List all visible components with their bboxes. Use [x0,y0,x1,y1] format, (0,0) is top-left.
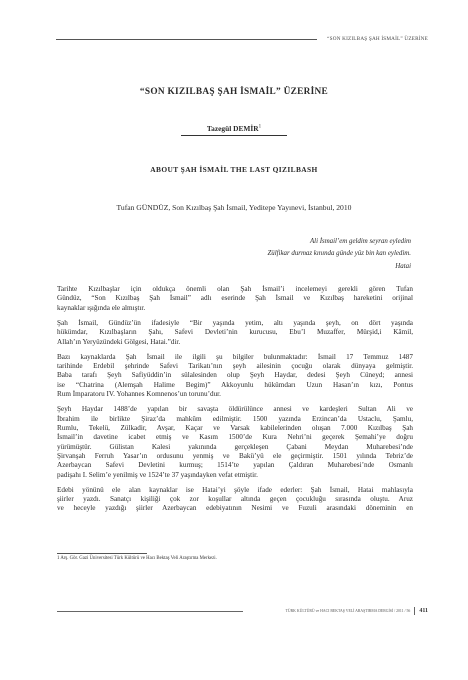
text-line: şiirler yazdı. Sanatçı kişiliği çok zor koşullar altında geçen çocukluğu sırasında oluştu. Aruz [57,495,413,504]
reviewed-book-reference: Tufan GÜNDÜZ, Son Kızılbaş Şah İsmail, Yeditepe Yayınevi, İstanbul, 2010 [116,203,352,212]
journal-name: TÜRK KÜLTÜRÜ ve HACI BEKTAŞ VELİ ARAŞTIRMA DERGİSİ / 2011 / 56 [285,609,411,613]
text-line: Gündüz, “Son Kızılbaş Şah İsmail” adlı eserinde Şah İsmail ve Kızılbaş hareketini orijinal [57,294,413,303]
text-line: Tarihte Kızılbaşlar için oldukça önemli olan Şah İsmail’i incelemeyi gerekli gören Tufan [57,285,413,293]
text-line: Allah’ın Yeryüzündeki Gölgesi, Hatai.”dir. [57,337,181,346]
text-line: Rum İmparatoru IV. Yohannes Komnenos’un torunu’dur. [57,390,221,399]
text-line: ise “Chatrina (Alemşah Halime Begim)” Akkoyunlu hükümdarı Uzun Hasan’ın kızı, Pontus [57,380,413,389]
author-name-text: Tazegül DEMİR [206,124,259,133]
header-rule [56,39,317,40]
text-line: İbrahim ile birlikte Şiraz’da mahkûm edilmiştir. 1500 yazında Erzincan’da Ustaclu, Şamlu, [57,414,413,423]
epigraph [267,236,411,273]
text-line: Baba tarafı Şeyh Safiyüddin’in sülalesinden olup Şeyh Haydar, dedesi Şeyh Cüneyd; annesi [57,371,413,380]
author-footnote-mark: 1 [258,124,262,130]
epigraph-line-1: Ali İsmail’em geldim seyran eyledim [309,238,411,245]
article-title: “SON KIZILBAŞ ŞAH İSMAİL” ÜZERİNE [139,87,329,97]
text-line: ve heceyle yazdığı şiirler Azerbaycan edebiyatının Nesimi ve Fuzuli arasındaki döneminin en [57,504,413,513]
paragraph [57,486,413,514]
author-name [181,124,287,136]
paragraph [57,285,413,313]
english-title: ABOUT ŞAH İSMAİL THE LAST QIZILBASH [150,165,318,174]
text-line: hükümdar, Kızılbaşların Şahı, Safevi Devleti’nin kurucusu, Ebu’l Muzaffer, Mürşid,i Kâmil, [57,328,413,337]
text-line: Şirvanşah Ferruh Yasar’ın ordusunu yenmiş ve Bakü’yü ele geçirmiştir. 1501 yılında Tebriz’de [57,451,413,460]
text-line: tarihinde Erdebil şehrinde Safevi Tarikatı’nın şeyh ailesinin çocuğu olarak dünyaya gelmiştir. [57,362,413,370]
footer-rule [57,611,243,612]
text-line: kaynaklar ışığında ele almıştır. [57,303,146,312]
text-line: İsmail’in davetine icabet etmiş ve Kasım 1500’de Kura Nehri’ni geçerek Şemahi’ye doğru [57,433,413,442]
paragraph [57,353,413,400]
text-line: Şeyh Haydar 1488’de yapılan bir savaşta öldürülünce annesi ve kardeşleri Sultan Ali ve [57,405,413,414]
footnote: 1 Arş. Gör. Gazi Üniversitesi Türk Kültürü ve Hacı Bektaş Veli Araştırma Merkezi. [57,556,217,561]
paragraph [57,405,413,480]
text-line: Şah İsmail, Gündüz’ün ifadesiyle “Bir yaşında yetim, altı yaşında şeyh, on dört yaşında [57,318,413,327]
running-head [56,36,428,42]
text-line: Rumlu, Tekelü, Zülkadir, Avşar, Kaçar ve Varsak kabilelerinden oluşan 7.000 Kızılbaş Şah [57,423,413,432]
footer-separator [414,607,415,615]
body-text [57,285,413,520]
text-line: padişahı I. Selim’e yenilmiş ve 1524’te 37 yaşındayken vefat etmiştir. [57,470,258,479]
running-head-text: “SON KIZILBAŞ ŞAH İSMAİL” ÜZERİNE [327,36,428,42]
text-line: Azerbaycan Safevi Devletini kurmuş; 1514’te yapılan Çaldıran Muharebesi’nde Osmanlı [57,461,413,470]
author-block [0,118,468,136]
text-line: Bazı kaynaklarda Şah İsmail ile ilgili şu bilgiler bulunmaktadır: İsmail 17 Temmuz 1487 [57,352,413,361]
paragraph [57,319,413,347]
footnote-rule [57,553,147,554]
text-line: yürümüştür. Gülistan Kalesi yakınında gerçekleşen Çabani Meydan Muharebesi’nde [57,442,413,451]
epigraph-attribution: Hatai [395,262,411,270]
page-number: 411 [419,608,428,614]
text-line: Edebi yönünü ele alan kaynaklar ise Hatai’yi şöyle ifade ederler: Şah İsmail, Hatai mahlasıyla [57,485,413,494]
epigraph-line-2: Zülfikar durmaz kınında günde yüz bin kan eyledim. [267,250,411,258]
page-footer [57,607,428,615]
